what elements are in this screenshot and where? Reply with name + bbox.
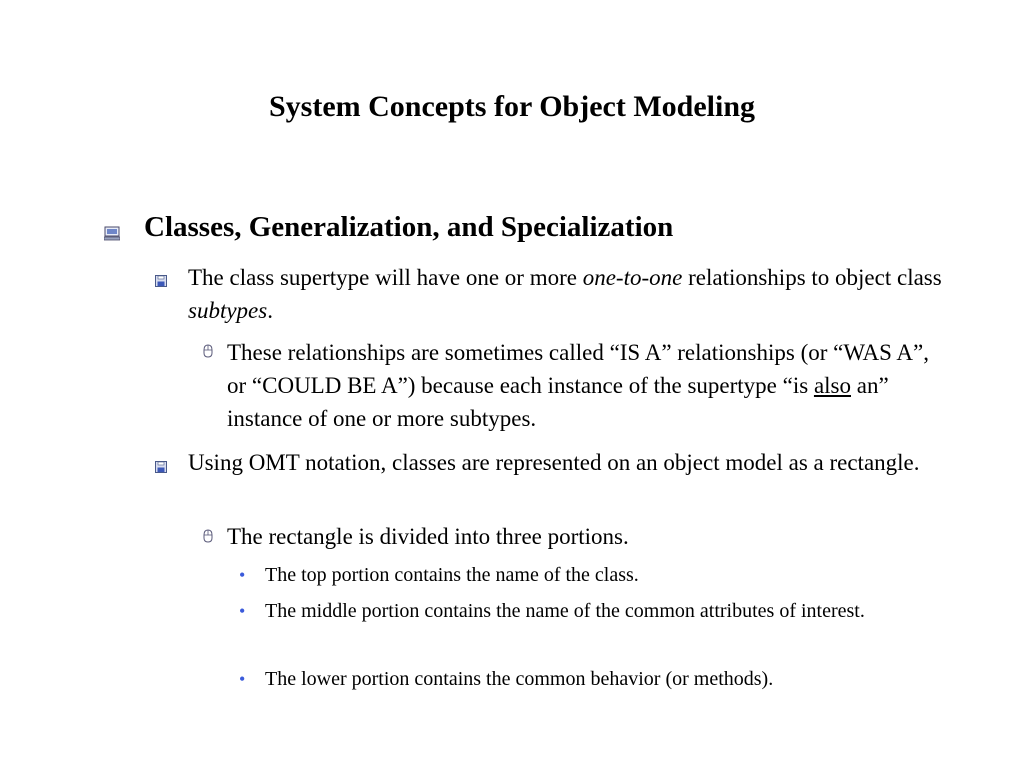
mouse-icon xyxy=(201,529,215,548)
floppy-disk-icon xyxy=(155,460,167,478)
underline-also: also xyxy=(813,373,851,398)
point-text: . xyxy=(267,298,273,323)
point-text: The class supertype will have one or more xyxy=(188,265,583,290)
slide-heading: Classes, Generalization, and Specialization xyxy=(144,211,674,243)
portion-item-lower: The lower portion contains the common behavior (or methods). xyxy=(265,668,774,690)
bullet-dot: • xyxy=(239,669,246,689)
floppy-disk-icon xyxy=(155,274,167,292)
sub-point-rectangle-portions: The rectangle is divided into three portions. xyxy=(227,524,629,549)
portion-item-top: The top portion contains the name of the class. xyxy=(265,564,639,586)
emphasis-subtypes: subtypes xyxy=(188,298,268,323)
bullet-dot: • xyxy=(239,565,246,585)
point-supertype-relationships xyxy=(188,261,968,327)
point-text: relationships to object class xyxy=(682,265,942,290)
mouse-icon xyxy=(201,344,215,363)
portion-item-middle: The middle portion contains the name of the common attributes of interest. xyxy=(265,600,865,622)
computer-icon xyxy=(104,226,120,246)
sub-point-text: These relationships are sometimes called “IS A” relationships (or “WAS A”, or “COULD BE A”) because each instance of the supertype “is xyxy=(227,340,929,398)
emphasis-one-to-one: one-to-one xyxy=(582,265,683,290)
sub-point-is-a-relationships xyxy=(227,336,947,435)
sub-point-text: an” instance of one or more subtypes. xyxy=(227,373,889,431)
slide-title: System Concepts for Object Modeling xyxy=(268,90,756,123)
bullet-dot: • xyxy=(239,601,246,621)
point-omt-notation: Using OMT notation, classes are represented on an object model as a rectangle. xyxy=(188,450,920,475)
